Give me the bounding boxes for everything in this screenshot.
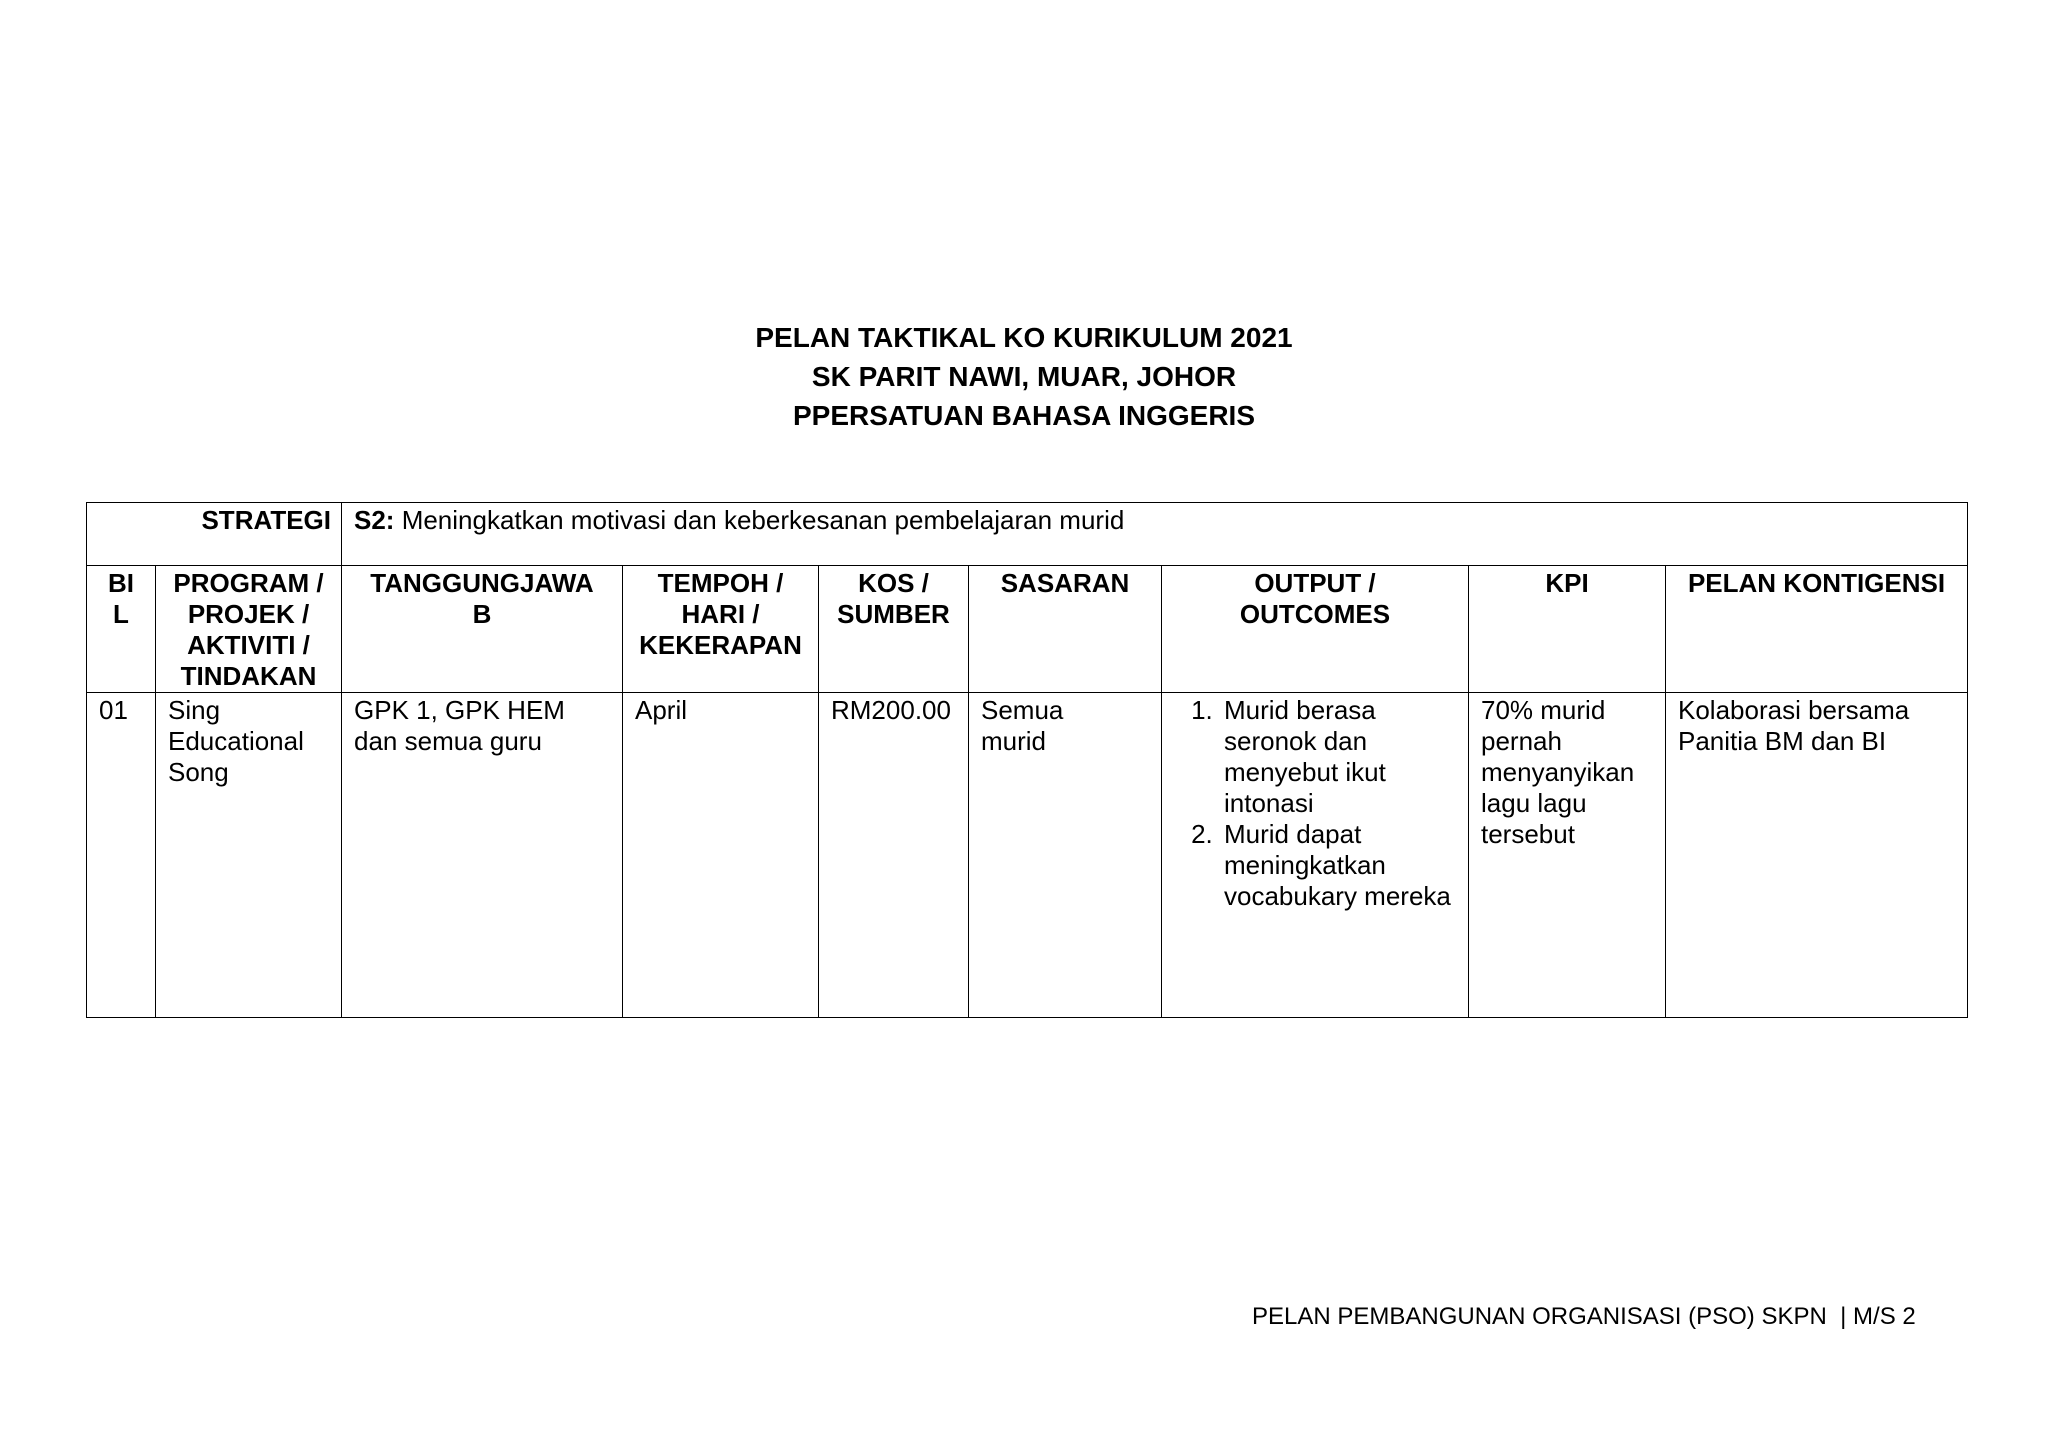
cell-text: lagu lagu	[1481, 788, 1587, 818]
cell-text: 70% murid	[1481, 695, 1606, 725]
cell-text: Educational	[168, 726, 304, 756]
tactical-plan-table	[86, 502, 1968, 1018]
header-text: B	[472, 599, 492, 629]
title-line-2: SK PARIT NAWI, MUAR, JOHOR	[811, 361, 1237, 392]
strategy-label: STRATEGI	[87, 503, 342, 566]
cell-text: pernah	[1481, 726, 1562, 756]
list-item-text: intonasi	[1224, 788, 1314, 818]
header-kontigensi: PELAN KONTIGENSI	[1666, 566, 1968, 693]
header-row	[87, 566, 1968, 693]
output-list	[1174, 695, 1456, 912]
cell-sasaran	[969, 693, 1162, 1018]
header-text: OUTPUT /	[1254, 568, 1376, 598]
header-kos	[819, 566, 969, 693]
list-item-text: meningkatkan	[1224, 850, 1386, 880]
list-item-text: 1. Murid berasa	[1224, 695, 1376, 725]
header-text: BI	[108, 568, 134, 598]
cell-output	[1162, 693, 1469, 1018]
list-item-text: menyebut ikut	[1224, 757, 1386, 787]
cell-kontigensi	[1666, 693, 1968, 1018]
cell-kpi	[1469, 693, 1666, 1018]
table-row	[87, 693, 1968, 1018]
strategy-text: Meningkatkan motivasi dan keberkesanan pembelajaran murid	[394, 505, 1125, 535]
page-footer	[1252, 1302, 1916, 1332]
cell-text: dan semua guru	[354, 726, 542, 756]
cell-text: GPK 1, GPK HEM	[354, 695, 565, 725]
list-item-text: seronok dan	[1224, 726, 1368, 756]
list-item-text: vocabukary mereka	[1224, 881, 1451, 911]
header-text: PROJEK /	[187, 599, 310, 629]
document-title	[0, 318, 2048, 435]
cell-tanggungjawab	[342, 693, 623, 1018]
header-text: TINDAKAN	[180, 661, 317, 691]
header-tempoh	[623, 566, 819, 693]
cell-text: Panitia BM dan BI	[1678, 726, 1887, 756]
cell-text: menyanyikan	[1481, 757, 1635, 787]
cell-text: Song	[168, 757, 229, 787]
list-item	[1220, 695, 1456, 819]
strategy-row	[87, 503, 1968, 566]
header-sasaran: SASARAN	[969, 566, 1162, 693]
title-line-3: PPERSATUAN BAHASA INGGERIS	[792, 400, 1256, 431]
cell-text: murid	[981, 726, 1047, 756]
header-text: KEKERAPAN	[639, 630, 802, 660]
cell-tempoh: April	[623, 693, 819, 1018]
list-item	[1220, 819, 1456, 912]
header-bil	[87, 566, 156, 693]
cell-kos: RM200.00	[819, 693, 969, 1018]
header-text: OUTCOMES	[1239, 599, 1391, 629]
header-text: AKTIVITI /	[187, 630, 310, 660]
footer-text: PELAN PEMBANGUNAN ORGANISASI (PSO) SKPN	[1252, 1303, 1827, 1330]
strategy-code: S2:	[354, 505, 395, 535]
cell-text: Kolaborasi bersama	[1678, 695, 1910, 725]
header-text: HARI /	[681, 599, 760, 629]
cell-text: tersebut	[1481, 819, 1575, 849]
cell-text: Semua	[981, 695, 1064, 725]
header-text: KOS /	[858, 568, 929, 598]
title-line-1: PELAN TAKTIKAL KO KURIKULUM 2021	[755, 322, 1293, 353]
cell-program	[156, 693, 342, 1018]
header-program	[156, 566, 342, 693]
header-text: PROGRAM /	[173, 568, 324, 598]
header-text: TANGGUNGJAWA	[370, 568, 594, 598]
header-text: SUMBER	[837, 599, 950, 629]
header-output	[1162, 566, 1469, 693]
header-tanggungjawab	[342, 566, 623, 693]
strategy-cell	[342, 503, 1968, 566]
cell-text: Sing	[168, 695, 221, 725]
list-item-text: 2. Murid dapat	[1224, 819, 1362, 849]
header-text: TEMPOH /	[657, 568, 784, 598]
header-kpi: KPI	[1469, 566, 1666, 693]
page-number: | M/S 2	[1840, 1303, 1916, 1330]
header-text: L	[113, 599, 129, 629]
cell-bil: 01	[87, 693, 156, 1018]
